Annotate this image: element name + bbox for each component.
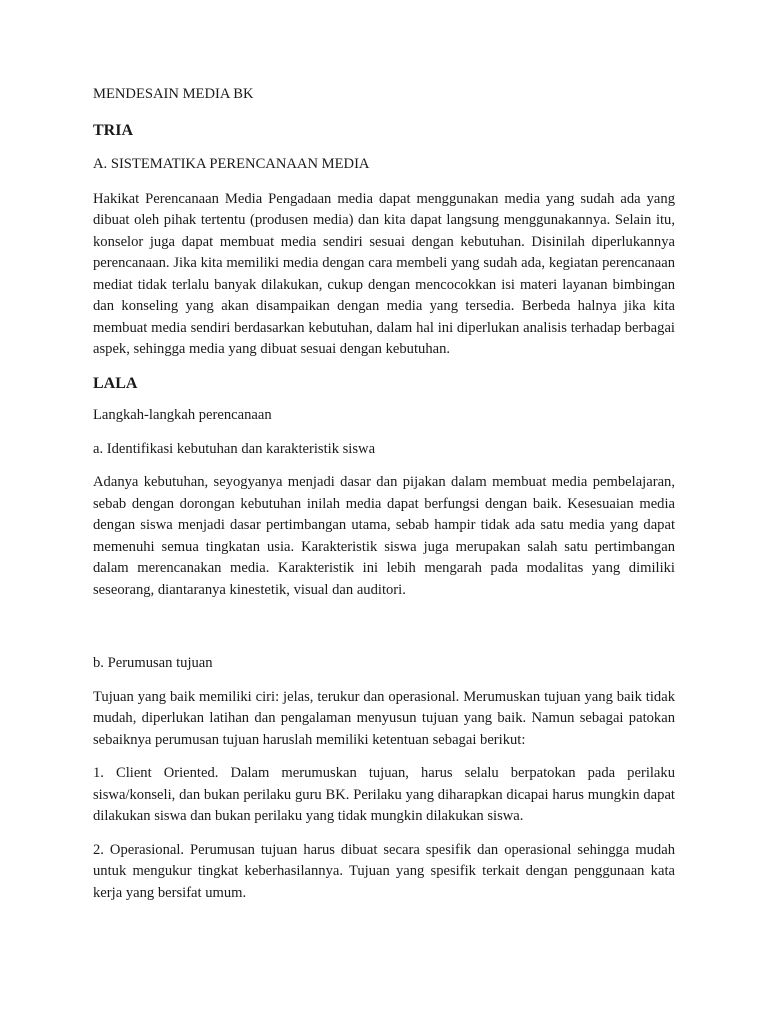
document-title: MENDESAIN MEDIA BK	[93, 86, 254, 102]
document-page	[93, 84, 675, 904]
section-label-tria: TRIA	[93, 121, 134, 139]
subheading-perumusan: b. Perumusan tujuan	[93, 655, 213, 671]
paragraph-identifikasi: Adanya kebutuhan, seyogyanya menjadi dasar dan pijakan dalam membuat media pembelajaran, sebab dengan dorongan kebutuhan inilah media dapat berfungsi dengan baik. Kesesuaian media dengan siswa menjadi dasar pertimbangan utama, sebab hampir tidak ada satu media yang dapat memenuhi semua tingkatan usia. Karakteristik siswa juga merupakan salah satu pertimbangan dalam merencanakan media. Karakteristik ini lebih mengarah pada modalitas yang dimiliki seseorang, diantaranya kinestetik, visual dan auditori.	[93, 474, 675, 598]
section-intro-langkah: Langkah-langkah perencanaan	[93, 407, 272, 423]
list-item-client-oriented: 1. Client Oriented. Dalam merumuskan tujuan, harus selalu berpatokan pada perilaku siswa/konseli, dan bukan perilaku guru BK. Perilaku yang diharapkan dicapai harus mungkin dapat dilakukan siswa dan bukan perilaku yang tidak mungkin dilakukan siswa.	[93, 765, 675, 824]
paragraph-perumusan: Tujuan yang baik memiliki ciri: jelas, terukur dan operasional. Merumuskan tujuan yang baik tidak mudah, diperlukan latihan dan pengalaman menyusun tujuan yang baik. Namun sebagai patokan sebaiknya perumusan tujuan haruslah memiliki ketentuan sebagai berikut:	[93, 688, 675, 748]
subheading-identifikasi: a. Identifikasi kebutuhan dan karakteristik siswa	[93, 440, 376, 457]
section-label-lala: LALA	[93, 374, 138, 392]
section-heading-sistematika: A. SISTEMATIKA PERENCANAAN MEDIA	[93, 156, 370, 172]
list-item-operasional: 2. Operasional. Perumusan tujuan harus dibuat secara spesifik dan operasional sehingga mudah untuk mengukur tingkat keberhasilannya. Tujuan yang spesifik terkait dengan penggunaan kata kerja yang bersifat umum.	[93, 841, 675, 901]
paragraph-hakikat: Hakikat Perencanaan Media Pengadaan media dapat menggunakan media yang sudah ada yang dibuat oleh pihak tertentu (produsen media) dan kita dapat langsung menggunakannya. Selain itu, konselor juga dapat membuat media sendiri sesuai dengan kebutuhan. Disinilah diperlukannya perencanaan. Jika kita memiliki media dengan cara membeli yang sudah ada, kegiatan perencanaan mediat tidak terlalu banyak dilakukan, cukup dengan mencocokkan isi materi layanan bimbingan dan konseling yang akan disampaikan dengan media yang tersedia. Berbeda halnya jika kita membuat media sendiri berdasarkan kebutuhan, dalam hal ini diperlukan analisis terhadap berbagai aspek, sehingga media yang dibuat sesuai dengan kebutuhan.	[93, 190, 675, 357]
